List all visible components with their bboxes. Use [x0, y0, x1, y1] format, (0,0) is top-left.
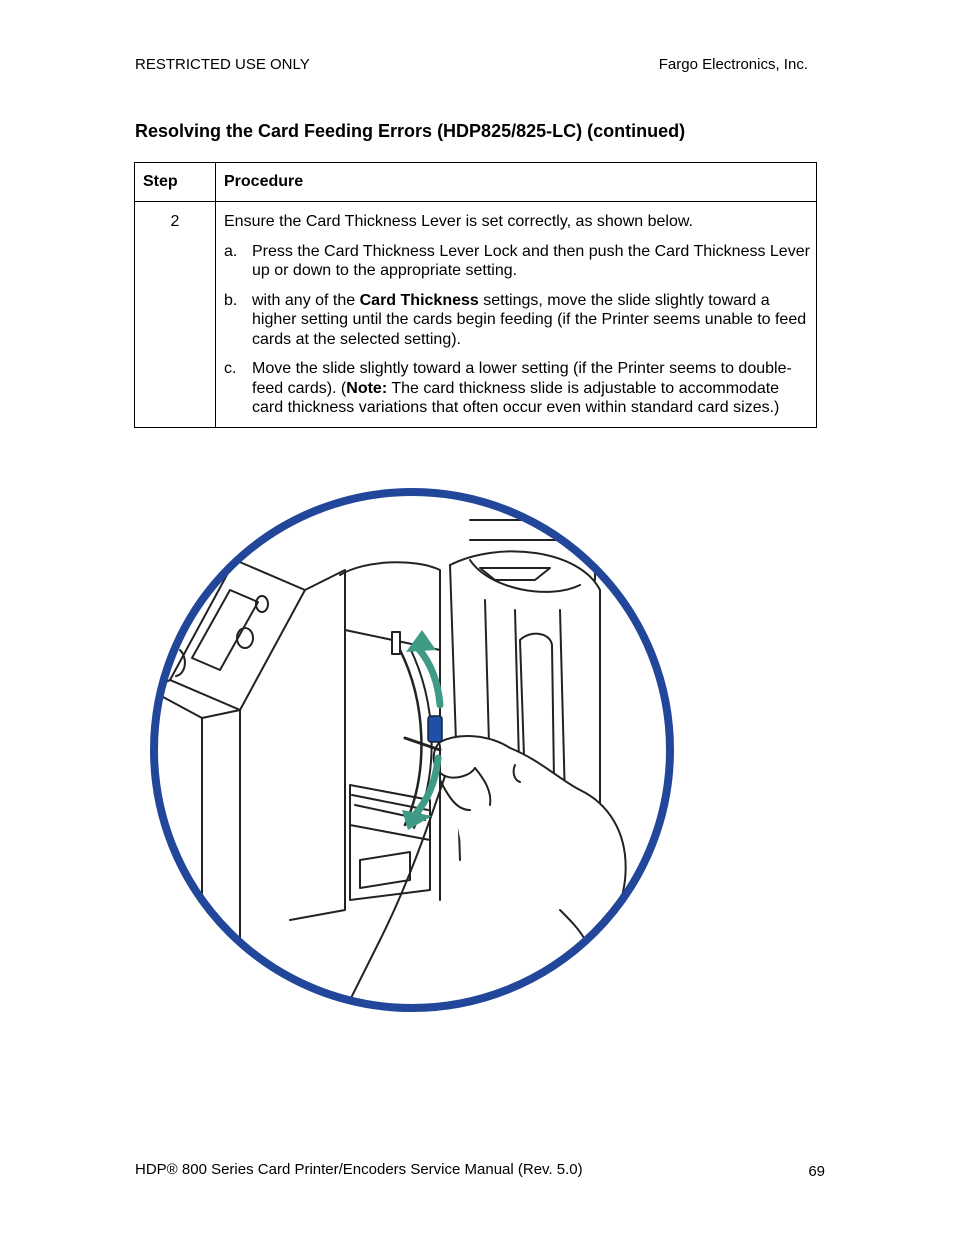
- procedure-item-c: [224, 359, 810, 418]
- item-text-pre: with any of the: [252, 291, 360, 309]
- item-text-post: The card thickness slide is adjustable to accommodate card thickness variations that often occur even within standard card sizes.): [252, 379, 780, 416]
- item-letter: a.: [224, 242, 238, 260]
- header-company-name: Fargo Electronics, Inc.: [658, 56, 808, 73]
- footer-manual-title: HDP® 800 Series Card Printer/Encoders Service Manual (Rev. 5.0): [135, 1161, 583, 1178]
- table-row: [135, 202, 817, 428]
- card-thickness-lever-illustration-icon: [140, 480, 685, 1035]
- item-text-bold: Card Thickness: [359, 291, 479, 309]
- procedure-table: [134, 162, 817, 428]
- item-letter: c.: [224, 360, 237, 377]
- procedure-item-a: [224, 242, 810, 281]
- item-text: [252, 291, 810, 350]
- column-header-procedure: Procedure: [216, 163, 817, 202]
- procedure-intro: Ensure the Card Thickness Lever is set correctly, as shown below.: [224, 213, 693, 230]
- item-text: [252, 359, 810, 418]
- column-header-step: Step: [135, 163, 216, 202]
- procedure-item-b: [224, 291, 810, 350]
- footer-page-number: 69: [808, 1163, 825, 1180]
- procedure-cell: [216, 202, 817, 428]
- magnifier-circle: [154, 492, 670, 1008]
- item-text-pre: Move the slide slightly toward a lower setting (if the Printer seems to double-feed cards). (: [252, 360, 792, 397]
- card-thickness-lever-illustration: [140, 480, 685, 1035]
- item-text-bold: Note:: [346, 379, 388, 397]
- item-text-post: settings, move the slide slightly toward a higher setting until the cards begin feeding (if the Printer seems unable to feed cards at the selected setting).: [252, 291, 807, 348]
- step-number: 2: [135, 202, 216, 428]
- table-header-row: [135, 163, 817, 202]
- item-letter: b.: [224, 291, 238, 309]
- lever-lock-icon: [428, 716, 442, 742]
- header-restricted-notice: RESTRICTED USE ONLY: [135, 56, 310, 73]
- section-title: Resolving the Card Feeding Errors (HDP825/825-LC) (continued): [135, 121, 686, 141]
- item-text: Press the Card Thickness Lever Lock and then push the Card Thickness Lever up or down to the appropriate setting.: [252, 242, 810, 279]
